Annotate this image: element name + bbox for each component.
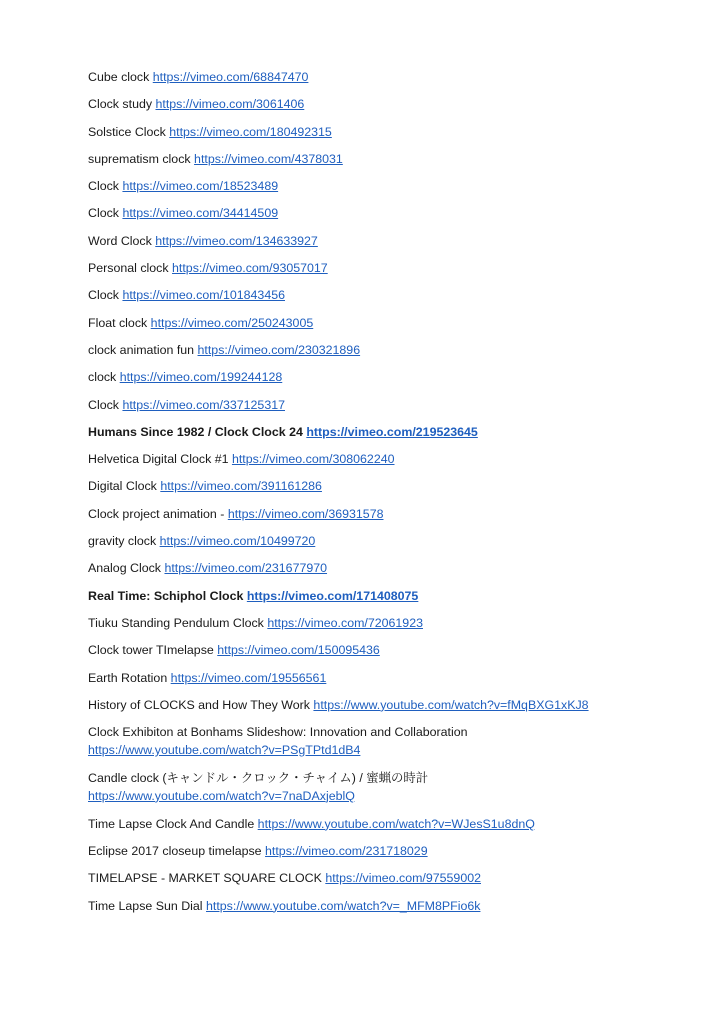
list-item bbox=[88, 342, 688, 360]
entry-title: Clock study bbox=[88, 97, 153, 112]
list-item bbox=[88, 615, 688, 633]
entry-link[interactable]: https://vimeo.com/93057017 bbox=[172, 261, 328, 276]
entry-link[interactable]: https://vimeo.com/18523489 bbox=[122, 179, 279, 194]
entry-title: Helvetica Digital Clock #1 bbox=[88, 452, 229, 467]
entry-link[interactable]: https://vimeo.com/337125317 bbox=[122, 397, 285, 412]
entry-link[interactable]: https://vimeo.com/230321896 bbox=[197, 342, 361, 357]
entry-title: suprematism clock bbox=[88, 151, 191, 166]
entry-link[interactable]: https://vimeo.com/391161286 bbox=[160, 479, 322, 494]
entry-title: Clock tower TImelapse bbox=[88, 643, 214, 658]
list-item bbox=[88, 560, 688, 578]
list-item bbox=[88, 151, 688, 169]
list-item bbox=[88, 533, 688, 551]
entry-link[interactable]: https://www.youtube.com/watch?v=PSgTPtd1dB4 bbox=[88, 743, 361, 758]
entry-title: Analog Clock bbox=[88, 561, 162, 576]
entry-link[interactable]: https://www.youtube.com/watch?v=7naDAxjeblQ bbox=[88, 788, 355, 803]
entry-link[interactable]: https://www.youtube.com/watch?v=WJesS1u8dnQ bbox=[257, 816, 535, 831]
entry-link[interactable]: https://vimeo.com/97559002 bbox=[325, 871, 481, 886]
entry-link[interactable]: https://vimeo.com/150095436 bbox=[217, 643, 380, 658]
entry-title: History of CLOCKS and How They Work bbox=[88, 697, 310, 712]
entry-title: Tiuku Standing Pendulum Clock bbox=[88, 615, 264, 630]
entry-link[interactable]: https://vimeo.com/219523645 bbox=[306, 424, 478, 439]
entry-title: Time Lapse Clock And Candle bbox=[88, 816, 255, 831]
entry-title: Word Clock bbox=[88, 233, 152, 248]
entry-link[interactable]: https://vimeo.com/68847470 bbox=[152, 70, 309, 84]
entry-title: Eclipse 2017 closeup timelapse bbox=[88, 844, 262, 859]
entry-link[interactable]: https://vimeo.com/199244128 bbox=[119, 370, 283, 385]
list-item bbox=[88, 843, 688, 861]
list-item bbox=[88, 478, 688, 496]
entry-title: TIMELAPSE - MARKET SQUARE CLOCK bbox=[88, 871, 322, 886]
list-item bbox=[88, 724, 688, 760]
list-item bbox=[88, 96, 688, 114]
list-item bbox=[88, 397, 688, 415]
list-item bbox=[88, 424, 688, 442]
list-item bbox=[88, 506, 688, 524]
entry-link[interactable]: https://www.youtube.com/watch?v=_MFM8PFio6k bbox=[206, 898, 481, 913]
list-item bbox=[88, 898, 688, 916]
list-item bbox=[88, 260, 688, 278]
entry-title: Digital Clock bbox=[88, 479, 157, 494]
entry-title: Time Lapse Sun Dial bbox=[88, 898, 203, 913]
entry-link[interactable]: https://vimeo.com/4378031 bbox=[194, 151, 343, 166]
entry-link[interactable]: https://www.youtube.com/watch?v=fMqBXG1xKJ8 bbox=[313, 697, 589, 712]
list-item bbox=[88, 588, 688, 606]
entry-link[interactable]: https://vimeo.com/72061923 bbox=[267, 615, 423, 630]
entry-title: Clock bbox=[88, 288, 119, 303]
entry-title: Clock Exhibiton at Bonhams Slideshow: Innovation and Collaboration bbox=[88, 725, 468, 740]
entry-title: gravity clock bbox=[88, 534, 157, 549]
list-item bbox=[88, 642, 688, 660]
list-item bbox=[88, 770, 688, 806]
entry-title: Float clock bbox=[88, 315, 148, 330]
entry-link[interactable]: https://vimeo.com/36931578 bbox=[227, 506, 384, 521]
entry-link[interactable]: https://vimeo.com/231677970 bbox=[164, 561, 328, 576]
list-item bbox=[88, 233, 688, 251]
list-item bbox=[88, 697, 688, 715]
list-item bbox=[88, 315, 688, 333]
entry-link[interactable]: https://vimeo.com/250243005 bbox=[150, 315, 314, 330]
list-item bbox=[88, 451, 688, 469]
list-item bbox=[88, 870, 688, 888]
entry-title: clock animation fun bbox=[88, 342, 195, 357]
entry-title: Humans Since 1982 / Clock Clock 24 bbox=[88, 424, 303, 439]
list-item bbox=[88, 124, 688, 142]
list-item bbox=[88, 670, 688, 688]
list-item bbox=[88, 369, 688, 387]
list-item bbox=[88, 178, 688, 196]
entry-link[interactable]: https://vimeo.com/34414509 bbox=[122, 206, 279, 221]
entry-title: Personal clock bbox=[88, 261, 169, 276]
entry-link[interactable]: https://vimeo.com/231718029 bbox=[265, 844, 428, 859]
entry-link[interactable]: https://vimeo.com/134633927 bbox=[155, 233, 318, 248]
entry-title: Candle clock (キャンドル・クロック・チャイム) / 蜜蝋の時計 bbox=[88, 770, 429, 785]
entry-title: Earth Rotation bbox=[88, 670, 168, 685]
list-item bbox=[88, 205, 688, 223]
entry-title: Clock project animation - bbox=[88, 506, 225, 521]
entry-title: Cube clock bbox=[88, 70, 150, 84]
entry-title: Solstice Clock bbox=[88, 124, 166, 139]
entry-link[interactable]: https://vimeo.com/3061406 bbox=[155, 97, 305, 112]
entry-title: clock bbox=[88, 370, 117, 385]
entry-link[interactable]: https://vimeo.com/308062240 bbox=[231, 452, 395, 467]
list-item bbox=[88, 287, 688, 305]
entry-link[interactable]: https://vimeo.com/171408075 bbox=[246, 588, 419, 603]
entry-link[interactable]: https://vimeo.com/101843456 bbox=[122, 288, 285, 303]
list-item bbox=[88, 69, 688, 87]
entry-title: Real Time: Schiphol Clock bbox=[88, 588, 244, 603]
entry-link[interactable]: https://vimeo.com/19556561 bbox=[170, 670, 327, 685]
entry-title: Clock bbox=[88, 206, 119, 221]
entry-title: Clock bbox=[88, 179, 119, 194]
clock-video-list bbox=[88, 69, 688, 925]
entry-link[interactable]: https://vimeo.com/10499720 bbox=[159, 534, 316, 549]
entry-title: Clock bbox=[88, 397, 119, 412]
list-item bbox=[88, 816, 688, 834]
entry-link[interactable]: https://vimeo.com/180492315 bbox=[169, 124, 332, 139]
